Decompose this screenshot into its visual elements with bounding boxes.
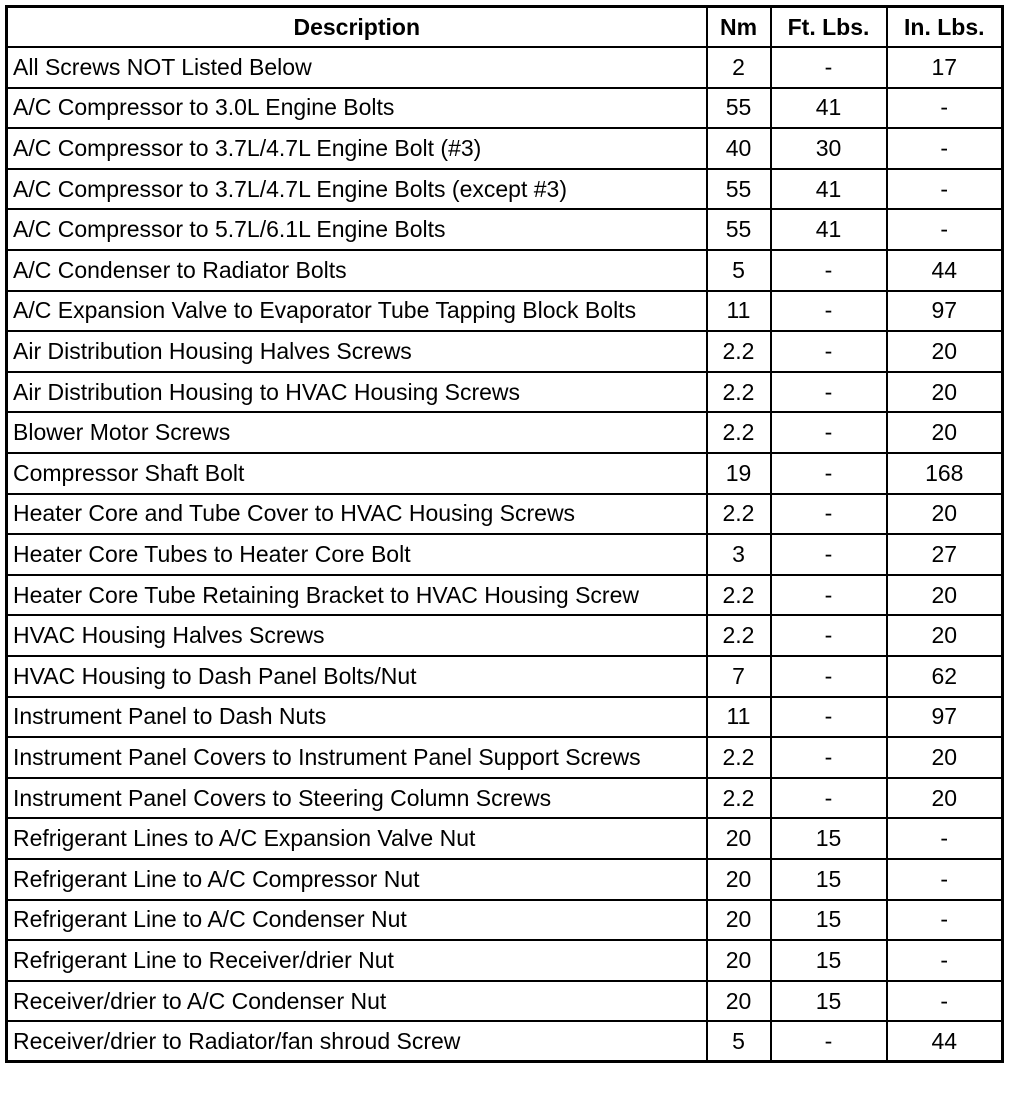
cell-ft-lbs: - <box>771 534 887 575</box>
cell-in-lbs: 44 <box>887 1021 1003 1062</box>
cell-ft-lbs: - <box>771 656 887 697</box>
cell-ft-lbs: - <box>771 291 887 332</box>
cell-description: Heater Core and Tube Cover to HVAC Housing Screws <box>7 494 707 535</box>
cell-nm: 2.2 <box>707 331 771 372</box>
cell-ft-lbs: - <box>771 331 887 372</box>
table-row <box>7 656 1003 697</box>
cell-description: Receiver/drier to Radiator/fan shroud Screw <box>7 1021 707 1062</box>
cell-nm: 2.2 <box>707 372 771 413</box>
cell-ft-lbs: - <box>771 615 887 656</box>
cell-nm: 2.2 <box>707 615 771 656</box>
table-row <box>7 575 1003 616</box>
cell-nm: 11 <box>707 291 771 332</box>
cell-description: Instrument Panel to Dash Nuts <box>7 697 707 738</box>
table-row <box>7 47 1003 88</box>
table-row <box>7 291 1003 332</box>
cell-nm: 2.2 <box>707 575 771 616</box>
cell-nm: 20 <box>707 818 771 859</box>
cell-nm: 55 <box>707 209 771 250</box>
cell-description: Refrigerant Lines to A/C Expansion Valve Nut <box>7 818 707 859</box>
table-row <box>7 737 1003 778</box>
cell-ft-lbs: - <box>771 697 887 738</box>
cell-description: Air Distribution Housing to HVAC Housing Screws <box>7 372 707 413</box>
cell-ft-lbs: 15 <box>771 859 887 900</box>
cell-description: A/C Compressor to 3.7L/4.7L Engine Bolt (#3) <box>7 128 707 169</box>
cell-ft-lbs: 15 <box>771 818 887 859</box>
header-nm: Nm <box>707 7 771 48</box>
cell-in-lbs: 20 <box>887 331 1003 372</box>
cell-ft-lbs: 15 <box>771 900 887 941</box>
table-body <box>7 47 1003 1062</box>
table-header <box>7 7 1003 48</box>
cell-nm: 3 <box>707 534 771 575</box>
cell-description: Instrument Panel Covers to Instrument Panel Support Screws <box>7 737 707 778</box>
cell-description: HVAC Housing Halves Screws <box>7 615 707 656</box>
cell-description: Refrigerant Line to A/C Compressor Nut <box>7 859 707 900</box>
table-row <box>7 453 1003 494</box>
cell-description: A/C Compressor to 5.7L/6.1L Engine Bolts <box>7 209 707 250</box>
table-row <box>7 615 1003 656</box>
table-row <box>7 859 1003 900</box>
cell-nm: 40 <box>707 128 771 169</box>
cell-ft-lbs: - <box>771 47 887 88</box>
cell-in-lbs: 97 <box>887 291 1003 332</box>
cell-nm: 20 <box>707 940 771 981</box>
cell-nm: 20 <box>707 859 771 900</box>
cell-in-lbs: - <box>887 169 1003 210</box>
cell-ft-lbs: - <box>771 412 887 453</box>
table-row <box>7 412 1003 453</box>
cell-nm: 55 <box>707 88 771 129</box>
cell-ft-lbs: - <box>771 372 887 413</box>
cell-nm: 5 <box>707 1021 771 1062</box>
cell-in-lbs: 27 <box>887 534 1003 575</box>
cell-description: Air Distribution Housing Halves Screws <box>7 331 707 372</box>
cell-in-lbs: - <box>887 981 1003 1022</box>
cell-description: A/C Condenser to Radiator Bolts <box>7 250 707 291</box>
table-row <box>7 778 1003 819</box>
table-row <box>7 331 1003 372</box>
cell-description: Heater Core Tubes to Heater Core Bolt <box>7 534 707 575</box>
cell-nm: 55 <box>707 169 771 210</box>
cell-ft-lbs: - <box>771 494 887 535</box>
cell-nm: 2.2 <box>707 412 771 453</box>
header-row <box>7 7 1003 48</box>
cell-in-lbs: 20 <box>887 737 1003 778</box>
cell-nm: 20 <box>707 981 771 1022</box>
cell-nm: 2.2 <box>707 778 771 819</box>
cell-nm: 20 <box>707 900 771 941</box>
table-row <box>7 494 1003 535</box>
cell-in-lbs: 97 <box>887 697 1003 738</box>
cell-in-lbs: 20 <box>887 778 1003 819</box>
cell-in-lbs: - <box>887 900 1003 941</box>
cell-ft-lbs: - <box>771 1021 887 1062</box>
cell-ft-lbs: 15 <box>771 981 887 1022</box>
cell-in-lbs: - <box>887 209 1003 250</box>
cell-ft-lbs: - <box>771 575 887 616</box>
cell-in-lbs: 20 <box>887 494 1003 535</box>
cell-description: Blower Motor Screws <box>7 412 707 453</box>
table-row <box>7 372 1003 413</box>
table-row <box>7 1021 1003 1062</box>
cell-description: A/C Compressor to 3.0L Engine Bolts <box>7 88 707 129</box>
cell-ft-lbs: - <box>771 453 887 494</box>
table-row <box>7 128 1003 169</box>
cell-description: Heater Core Tube Retaining Bracket to HVAC Housing Screw <box>7 575 707 616</box>
cell-description: Instrument Panel Covers to Steering Column Screws <box>7 778 707 819</box>
cell-in-lbs: 44 <box>887 250 1003 291</box>
cell-in-lbs: 20 <box>887 412 1003 453</box>
cell-nm: 5 <box>707 250 771 291</box>
cell-ft-lbs: - <box>771 250 887 291</box>
header-ft-lbs: Ft. Lbs. <box>771 7 887 48</box>
cell-nm: 11 <box>707 697 771 738</box>
cell-description: Compressor Shaft Bolt <box>7 453 707 494</box>
cell-description: All Screws NOT Listed Below <box>7 47 707 88</box>
table-row <box>7 818 1003 859</box>
cell-nm: 19 <box>707 453 771 494</box>
cell-ft-lbs: - <box>771 778 887 819</box>
table-row <box>7 900 1003 941</box>
cell-nm: 2 <box>707 47 771 88</box>
cell-ft-lbs: 41 <box>771 209 887 250</box>
cell-description: A/C Expansion Valve to Evaporator Tube Tapping Block Bolts <box>7 291 707 332</box>
cell-description: HVAC Housing to Dash Panel Bolts/Nut <box>7 656 707 697</box>
cell-in-lbs: - <box>887 940 1003 981</box>
table-row <box>7 981 1003 1022</box>
table-row <box>7 209 1003 250</box>
table-row <box>7 697 1003 738</box>
cell-in-lbs: 62 <box>887 656 1003 697</box>
torque-spec-table <box>5 5 1004 1063</box>
table-row <box>7 169 1003 210</box>
cell-in-lbs: 168 <box>887 453 1003 494</box>
cell-description: Refrigerant Line to A/C Condenser Nut <box>7 900 707 941</box>
cell-ft-lbs: 30 <box>771 128 887 169</box>
cell-in-lbs: - <box>887 818 1003 859</box>
cell-in-lbs: - <box>887 128 1003 169</box>
table-row <box>7 534 1003 575</box>
cell-description: A/C Compressor to 3.7L/4.7L Engine Bolts (except #3) <box>7 169 707 210</box>
cell-in-lbs: 17 <box>887 47 1003 88</box>
cell-ft-lbs: 41 <box>771 169 887 210</box>
cell-nm: 2.2 <box>707 737 771 778</box>
cell-in-lbs: 20 <box>887 615 1003 656</box>
cell-ft-lbs: 15 <box>771 940 887 981</box>
table-row <box>7 88 1003 129</box>
cell-nm: 7 <box>707 656 771 697</box>
cell-in-lbs: - <box>887 859 1003 900</box>
cell-description: Receiver/drier to A/C Condenser Nut <box>7 981 707 1022</box>
cell-nm: 2.2 <box>707 494 771 535</box>
table-row <box>7 250 1003 291</box>
cell-ft-lbs: - <box>771 737 887 778</box>
cell-ft-lbs: 41 <box>771 88 887 129</box>
header-in-lbs: In. Lbs. <box>887 7 1003 48</box>
table-row <box>7 940 1003 981</box>
cell-in-lbs: 20 <box>887 575 1003 616</box>
cell-in-lbs: - <box>887 88 1003 129</box>
header-description: Description <box>7 7 707 48</box>
cell-description: Refrigerant Line to Receiver/drier Nut <box>7 940 707 981</box>
cell-in-lbs: 20 <box>887 372 1003 413</box>
